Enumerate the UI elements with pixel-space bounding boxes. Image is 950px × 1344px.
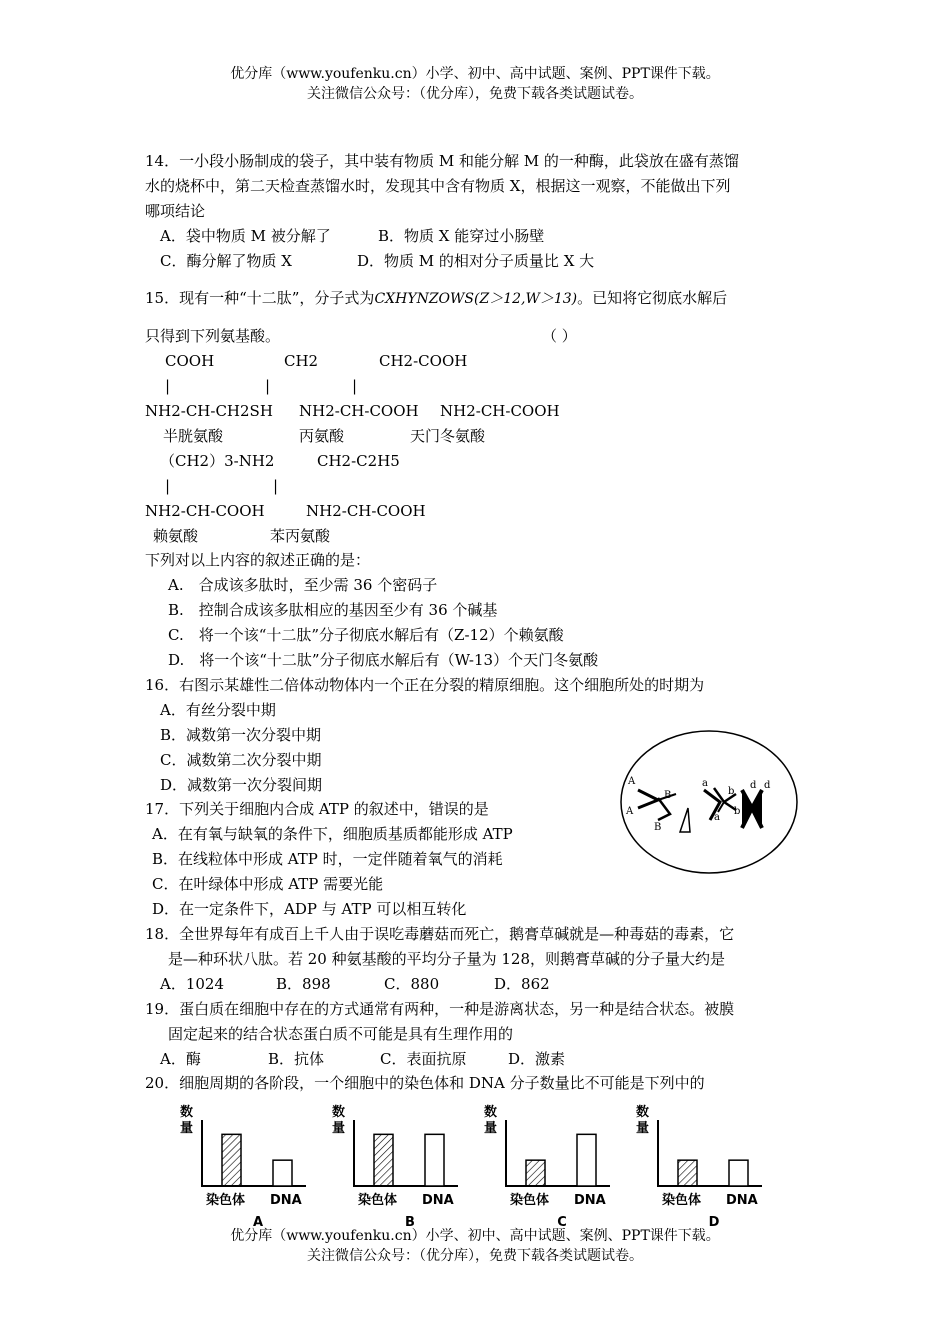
q17-option-c: C．在叶绿体中形成 ATP 需要光能 bbox=[152, 875, 384, 893]
q15-line-2: 只得到下列氨基酸。 bbox=[145, 327, 281, 345]
q18-line-1: 18．全世界每年有成百上千人由于误吃毒蘑菇而死亡，鹅膏草碱就是—种毒菇的毒素，它 bbox=[145, 925, 735, 943]
footer-line-2: 关注微信公众号：（优分库），免费下载各类试题试卷。 bbox=[307, 1248, 643, 1264]
q19-option-c: C．表面抗原 bbox=[380, 1050, 467, 1068]
bond-bar: | bbox=[265, 377, 271, 395]
q19-option-a: A．酶 bbox=[160, 1050, 201, 1068]
cell-label: d bbox=[764, 780, 771, 791]
q15-option-c: C. 将一个该“十二肽”分子彻底水解后有（Z-12）个赖氨酸 bbox=[168, 626, 564, 644]
cell-label: a bbox=[714, 812, 720, 823]
q14-option-b: B．物质 X 能穿过小肠壁 bbox=[378, 227, 545, 245]
aa-name-aspartate: 天门冬氨酸 bbox=[410, 427, 486, 445]
aa-lys-backbone: NH2-CH-COOH bbox=[145, 502, 265, 520]
q16-option-d: D．减数第一次分裂间期 bbox=[160, 776, 323, 794]
q15-formula: CXHYNZOWS(Z＞12,W＞13) bbox=[374, 291, 578, 307]
bond-bar: | bbox=[165, 377, 171, 395]
panel-label: D bbox=[708, 1215, 720, 1230]
y-axis-label: 量 bbox=[484, 1121, 498, 1136]
q20-stem: 20．细胞周期的各阶段，一个细胞中的染色体和 DNA 分子数量比不可能是下列中的 bbox=[145, 1074, 705, 1092]
q18-line-2: 是—种环状八肽。若 20 种氨基酸的平均分子量为 128，则鹅膏草碱的分子量大约是 bbox=[168, 950, 726, 968]
y-axis-label: 数 bbox=[332, 1105, 346, 1120]
panel-label: C bbox=[557, 1215, 567, 1230]
category-label: 染色体 bbox=[510, 1193, 550, 1208]
aa-cys-backbone: NH2-CH-CH2SH bbox=[145, 402, 273, 420]
cell-label: B bbox=[654, 822, 662, 833]
cell-label: B bbox=[664, 790, 672, 801]
q14-line-2: 水的烧杯中，第二天检查蒸馏水时，发现其中含有物质 X，根据这一观察，不能做出下列 bbox=[145, 177, 731, 195]
q14-line-1: 14．一小段小肠制成的袋子，其中装有物质 M 和能分解 M 的一种酶，此袋放在盛有蒸馏 bbox=[145, 152, 739, 170]
chart-panel-c bbox=[484, 1104, 610, 1230]
q15-line-1 bbox=[145, 289, 727, 308]
cell-label: d bbox=[750, 780, 757, 791]
bond-bar: | bbox=[352, 377, 358, 395]
q18-option-a: A．1024 bbox=[160, 975, 225, 993]
cell-label: A bbox=[628, 776, 636, 787]
q15-option-b: B. 控制合成该多肽相应的基因至少有 36 个碱基 bbox=[168, 601, 498, 619]
cell-label: a bbox=[702, 778, 708, 789]
y-axis-label: 数 bbox=[636, 1105, 650, 1120]
q14-line-3: 哪项结论 bbox=[145, 202, 206, 220]
q16-option-b: B．减数第一次分裂中期 bbox=[160, 726, 322, 744]
aa-asp-sidechain: CH2-COOH bbox=[379, 352, 468, 370]
q16-option-c: C．减数第二次分裂中期 bbox=[160, 751, 322, 769]
footer-line-1: 优分库（www.youfenku.cn）小学、初中、高中试题、案例、PPT课件下载。 bbox=[230, 1228, 720, 1244]
q17-option-d: D．在一定条件下，ADP 与 ATP 可以相互转化 bbox=[152, 900, 467, 918]
aa-asp-backbone: NH2-CH-COOH bbox=[440, 402, 560, 420]
y-axis-label: 量 bbox=[180, 1121, 194, 1136]
category-label: DNA bbox=[422, 1193, 454, 1208]
bar-chromosome bbox=[526, 1160, 545, 1186]
bar-dna bbox=[273, 1160, 292, 1186]
q20-bar-charts bbox=[170, 1098, 780, 1230]
bar-dna bbox=[729, 1160, 748, 1186]
header-line-1: 优分库（www.youfenku.cn）小学、初中、高中试题、案例、PPT课件下载。 bbox=[230, 66, 720, 82]
q19-line-2: 固定起来的结合状态蛋白质不可能是具有生理作用的 bbox=[168, 1025, 514, 1043]
category-label: DNA bbox=[574, 1193, 606, 1208]
q15-answer-paren: （ ） bbox=[542, 327, 577, 345]
aa-phe-backbone: NH2-CH-COOH bbox=[306, 502, 426, 520]
spermatogonium-cell-diagram bbox=[618, 728, 800, 876]
q15-stem-b: 。已知将它彻底水解后 bbox=[577, 289, 728, 307]
category-label: 染色体 bbox=[358, 1193, 398, 1208]
aa-name-lysine: 赖氨酸 bbox=[153, 527, 199, 545]
bar-chromosome bbox=[374, 1134, 393, 1186]
category-label: 染色体 bbox=[662, 1193, 702, 1208]
y-axis-label: 量 bbox=[332, 1121, 346, 1136]
aa-ala-sidechain: CH2 bbox=[284, 352, 319, 370]
q18-option-d: D．862 bbox=[494, 975, 550, 993]
q15-stem-2: 下列对以上内容的叙述正确的是： bbox=[145, 551, 371, 569]
aa-name-alanine: 丙氨酸 bbox=[299, 427, 345, 445]
cell-membrane bbox=[621, 731, 797, 873]
chart-panel-a bbox=[180, 1104, 306, 1230]
bar-chromosome bbox=[678, 1160, 697, 1186]
aa-lys-sidechain: （CH2）3-NH2 bbox=[160, 452, 275, 470]
q19-option-d: D．激素 bbox=[508, 1050, 566, 1068]
q15-stem-a: 15．现有一种“十二肽”，分子式为 bbox=[145, 289, 375, 307]
y-axis-label: 数 bbox=[484, 1105, 498, 1120]
category-label: DNA bbox=[270, 1193, 302, 1208]
q15-option-d: D. 将一个该“十二肽”分子彻底水解后有（W-13）个天门冬氨酸 bbox=[168, 651, 599, 669]
q18-option-c: C．880 bbox=[384, 975, 440, 993]
bar-dna bbox=[577, 1134, 596, 1186]
q14-option-d: D．物质 M 的相对分子质量比 X 大 bbox=[357, 252, 595, 270]
q19-line-1: 19．蛋白质在细胞中存在的方式通常有两种，一种是游离状态，另一种是结合状态。被膜 bbox=[145, 1000, 735, 1018]
q14-option-a: A．袋中物质 M 被分解了 bbox=[160, 227, 331, 245]
aa-cys-sidechain: COOH bbox=[165, 352, 215, 370]
chart-panel-d bbox=[636, 1104, 762, 1230]
y-axis-label: 量 bbox=[636, 1121, 650, 1136]
cell-label: A bbox=[626, 806, 634, 817]
q16-stem: 16．右图示某雄性二倍体动物体内一个正在分裂的精原细胞。这个细胞所处的时期为 bbox=[145, 676, 705, 694]
aa-name-cysteine: 半胱氨酸 bbox=[163, 427, 224, 445]
cell-label: b bbox=[728, 786, 735, 797]
panel-label: B bbox=[405, 1215, 415, 1230]
category-label: DNA bbox=[726, 1193, 758, 1208]
y-axis-label: 数 bbox=[180, 1105, 194, 1120]
aa-ala-backbone: NH2-CH-COOH bbox=[299, 402, 419, 420]
q17-option-a: A．在有氧与缺氧的条件下，细胞质基质都能形成 ATP bbox=[152, 825, 513, 843]
q19-option-b: B．抗体 bbox=[268, 1050, 325, 1068]
bar-dna bbox=[425, 1134, 444, 1186]
q14-option-c: C．酶分解了物质 X bbox=[160, 252, 292, 270]
bar-chromosome bbox=[222, 1134, 241, 1186]
panel-label: A bbox=[252, 1215, 264, 1230]
header-line-2: 关注微信公众号：（优分库），免费下载各类试题试卷。 bbox=[307, 86, 643, 102]
chart-panel-b bbox=[332, 1104, 458, 1230]
q15-option-a: A. 合成该多肽时，至少需 36 个密码子 bbox=[168, 576, 438, 594]
category-label: 染色体 bbox=[206, 1193, 246, 1208]
cell-label: b bbox=[734, 806, 741, 817]
q17-option-b: B．在线粒体中形成 ATP 时，一定伴随着氧气的消耗 bbox=[152, 850, 503, 868]
q16-option-a: A．有丝分裂中期 bbox=[160, 701, 276, 719]
aa-name-phenylalanine: 苯丙氨酸 bbox=[270, 527, 331, 545]
q18-option-b: B．898 bbox=[276, 975, 331, 993]
aa-phe-sidechain: CH2-C2H5 bbox=[317, 452, 400, 470]
bond-bar: | bbox=[273, 477, 279, 495]
q17-stem: 17．下列关于细胞内合成 ATP 的叙述中，错误的是 bbox=[145, 800, 489, 818]
bond-bar: | bbox=[165, 477, 171, 495]
